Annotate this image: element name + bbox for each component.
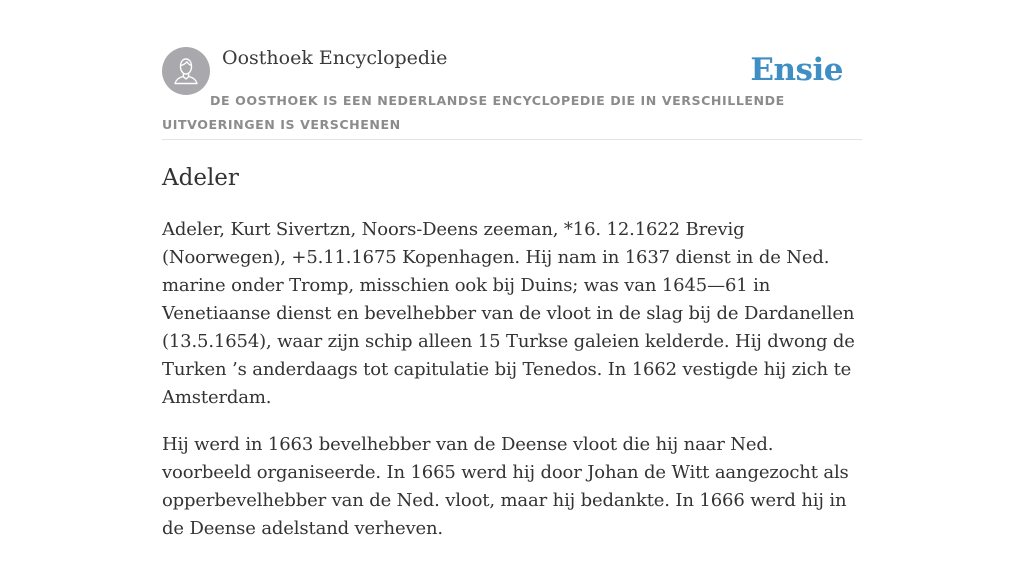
article-body	[162, 216, 862, 562]
article-paragraph: Hij werd in 1663 bevelhebber van de Deense vloot die hij naar Ned. voorbeeld organiseerde. In 1665 werd hij door Johan de Witt aangezocht als opperbevelhebber van de Ned. vloot, maar hij bedankte. In 1666 werd hij in de Deense adelstand verheven.	[162, 434, 849, 539]
avatar[interactable]	[162, 47, 210, 95]
ensie-logo[interactable]: Ensie	[750, 52, 843, 88]
article-paragraph: Adeler, Kurt Sivertzn, Noors-Deens zeeman, *16. 12.1622 Brevig (Noorwegen), +5.11.1675 Kopenhagen. Hij nam in 1637 dienst in de Ned. marine onder Tromp, misschien ook bij Duins; was van 1645—61 in Venetiaanse dienst en bevelhebber van de vloot in de slag bij de Dardanellen (13.5.1654), waar zijn schip alleen 15 Turkse galeien kelderde. Hij dwong de Turken ’s anderdaags tot capitulatie bij Tenedos. In 1662 vestigde hij zich te Amsterdam.	[162, 219, 855, 408]
article-title: Adeler	[162, 165, 239, 191]
source-description: DE OOSTHOEK IS EEN NEDERLANDSE ENCYCLOPEDIE DIE IN VERSCHILLENDE UITVOERINGEN IS VERSCHENEN	[162, 93, 785, 132]
user-silhouette-icon	[162, 47, 210, 95]
source-name-link[interactable]: Oosthoek Encyclopedie	[222, 47, 448, 69]
header-divider	[162, 139, 862, 140]
source-header	[162, 46, 862, 140]
